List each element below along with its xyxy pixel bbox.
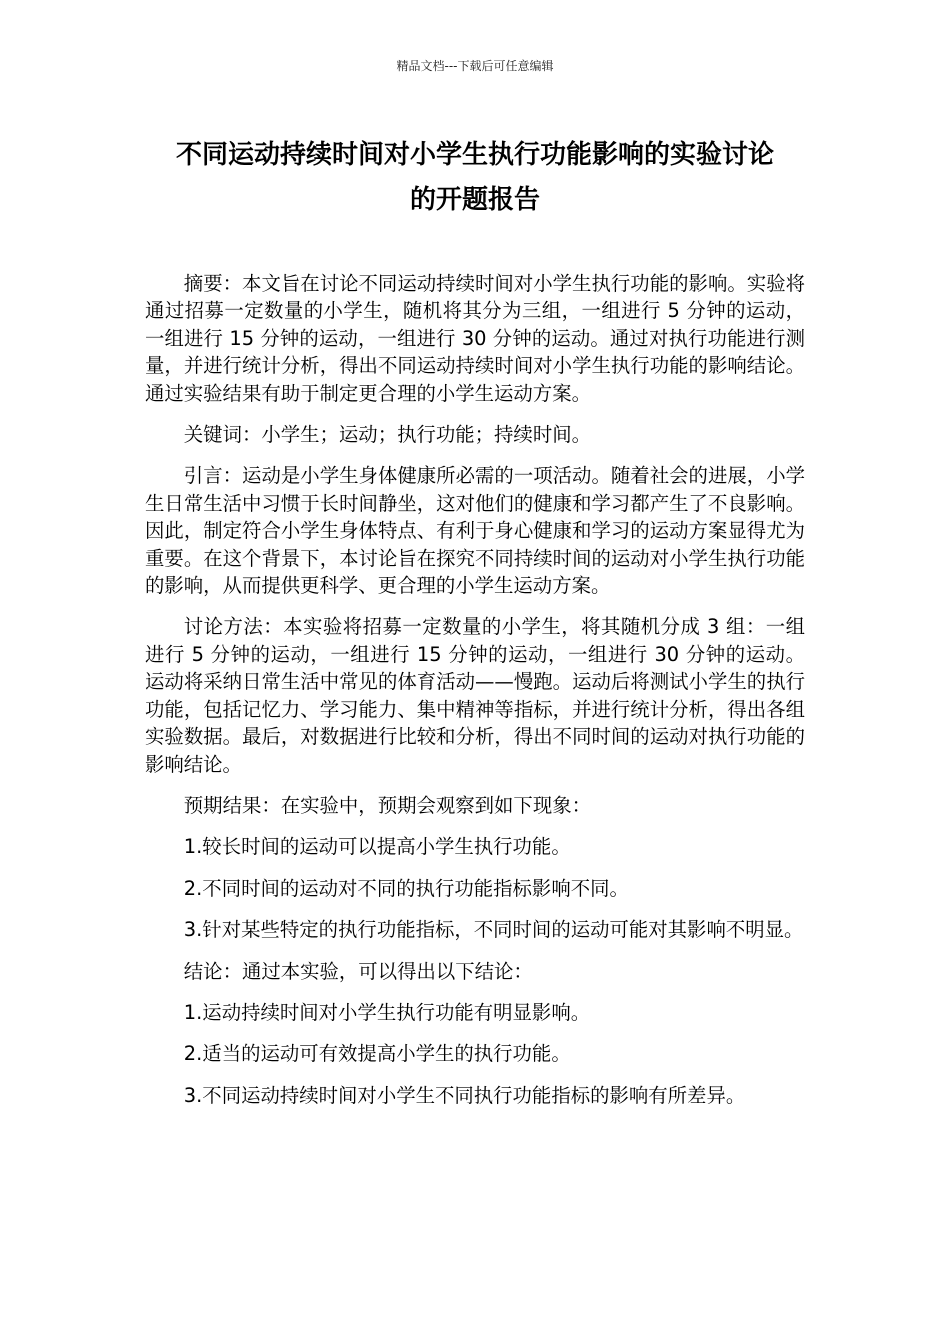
conclusion-item-2: 2.适当的运动可有效提高小学生的执行功能。 <box>183 1042 571 1066</box>
conclusion-item-3: 3.不同运动持续时间对小学生不同执行功能指标的影响有所差异。 <box>183 1083 746 1107</box>
header-note: 精品文档---下载后可任意编辑 <box>396 59 554 73</box>
expected-result-item-3: 3.针对某些特定的执行功能指标，不同时间的运动可能对其影响不明显。 <box>183 918 804 942</box>
method-paragraph: 讨论方法：本实验将招募一定数量的小学生，将其随机分成 3 组：一组进行 5 分钟的运动，一组进行 15 分钟的运动，一组进行 30 分钟的运动。运动将采纳日常生活中常见的体育活动——慢跑。运动后将测试小学生的执行功能，包括记忆力、学习能力、集中精神等指标，并进行统计分析，得出各组实验数据。最后，对数据进行比较和分析，得出不同时间的运动对执行功能的影响结论。 <box>145 615 805 776</box>
document-title-line-2: 的开题报告 <box>409 185 540 215</box>
conclusion-item-1: 1.运动持续时间对小学生执行功能有明显影响。 <box>183 1000 591 1024</box>
expected-result-item-1: 1.较长时间的运动可以提高小学生执行功能。 <box>183 835 571 859</box>
keywords-paragraph: 关键词：小学生；运动；执行功能；持续时间。 <box>183 423 591 447</box>
document-title <box>140 133 810 223</box>
document-title-line-1: 不同运动持续时间对小学生执行功能影响的实验讨论 <box>175 140 774 170</box>
introduction-paragraph: 引言：运动是小学生身体健康所必需的一项活动。随着社会的进展，小学生日常生活中习惯于长时间静坐，这对他们的健康和学习都产生了不良影响。因此，制定符合小学生身体特点、有利于身心健康和学习的运动方案显得尤为重要。在这个背景下，本讨论旨在探究不同持续时间的运动对小学生执行功能的影响，从而提供更科学、更合理的小学生运动方案。 <box>145 464 805 598</box>
expected-results-heading: 预期结果：在实验中，预期会观察到如下现象： <box>183 793 591 817</box>
abstract-paragraph: 摘要：本文旨在讨论不同运动持续时间对小学生执行功能的影响。实验将通过招募一定数量的小学生，随机将其分为三组，一组进行 5 分钟的运动，一组进行 15 分钟的运动，一组进行 30 分钟的运动。通过对执行功能进行测量，并进行统计分析，得出不同运动持续时间对小学生执行功能的影响结论。通过实验结果有助于制定更合理的小学生运动方案。 <box>145 272 805 405</box>
expected-result-item-2: 2.不同时间的运动对不同的执行功能指标影响不同。 <box>183 876 629 900</box>
document-body <box>145 270 805 1123</box>
conclusion-heading: 结论：通过本实验，可以得出以下结论： <box>183 959 533 983</box>
